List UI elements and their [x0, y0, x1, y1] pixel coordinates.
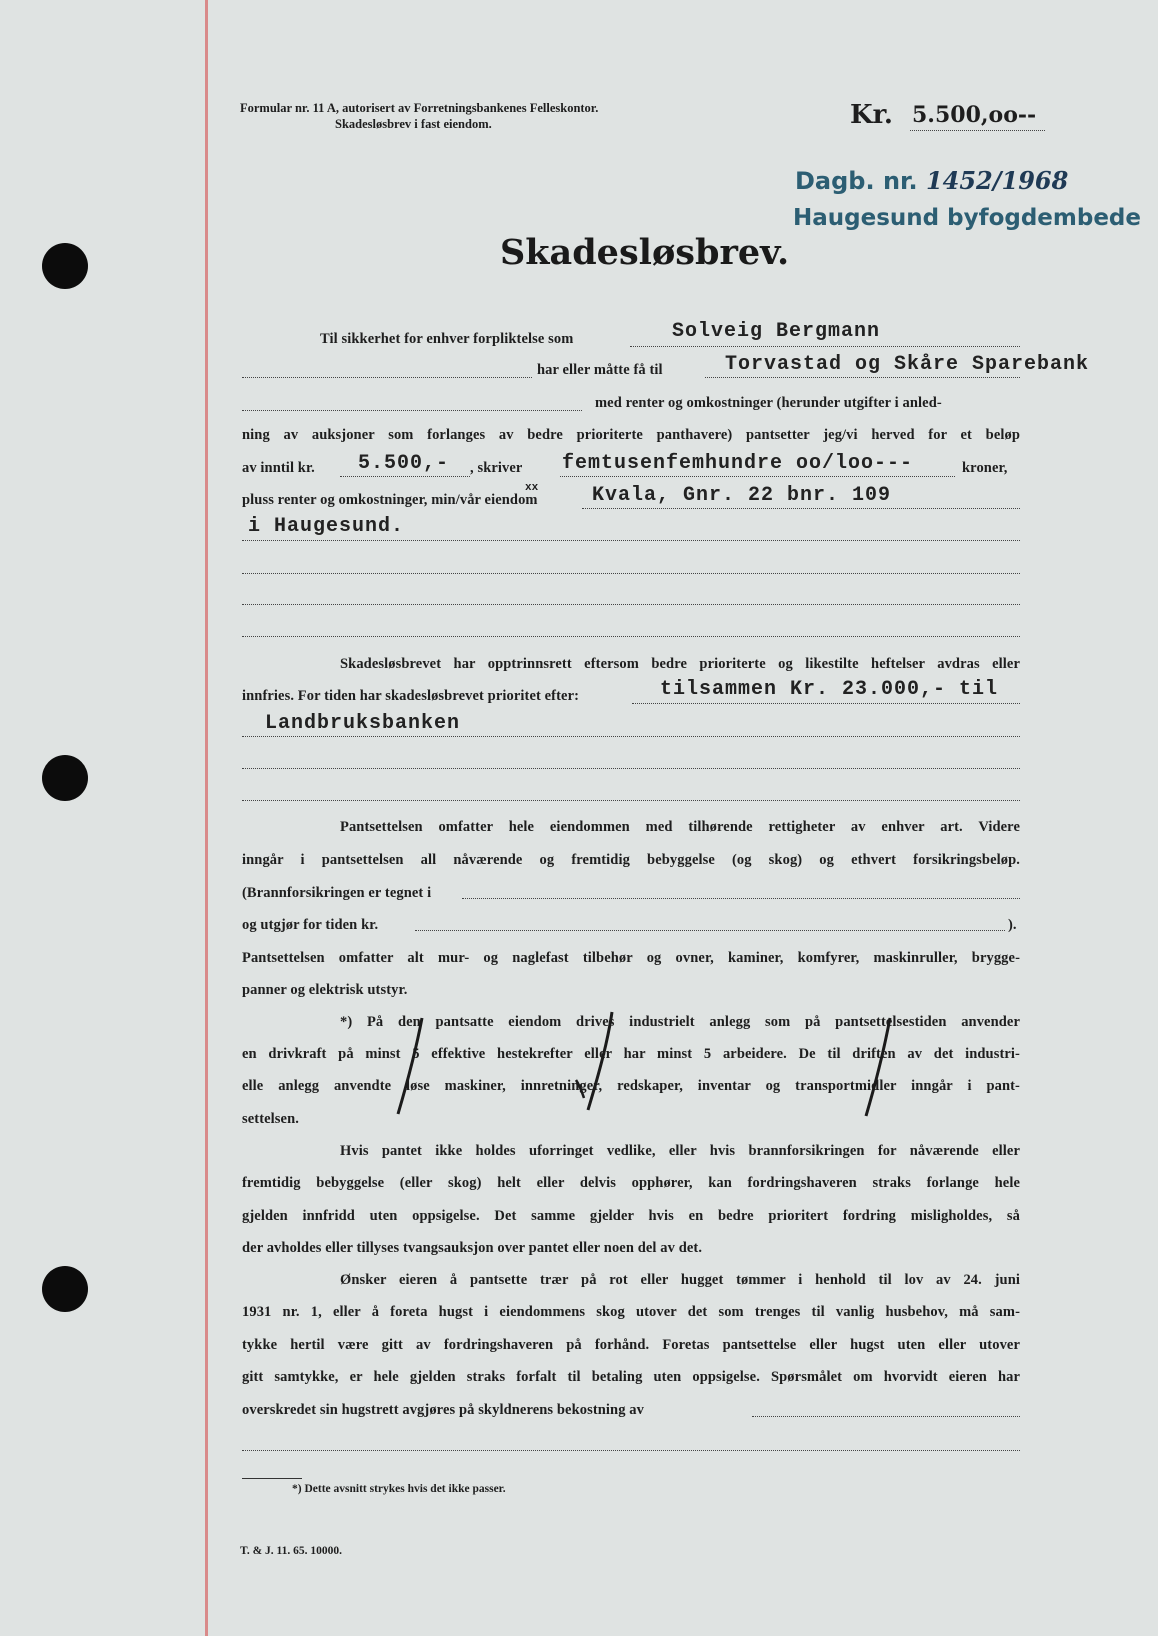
strike-marks — [380, 1010, 940, 1120]
insurance-value-close: ). — [1008, 917, 1017, 933]
priority-label: innfries. For tiden har skadesløsbrevet prioritet efter: — [242, 688, 580, 704]
form-subtitle: Skadesløsbrev i fast eiendom. — [335, 117, 492, 131]
binder-hole-top — [42, 243, 88, 289]
industry-line-2: en drivkraft på minst 5 effektive hestekrefter eller har minst 5 arbeidere. De til driften av det industri- — [242, 1046, 1020, 1062]
property-label: pluss renter og omkostninger, min/vår eiendom — [242, 492, 538, 508]
obligation-label: har eller måtte få til — [537, 362, 663, 378]
binder-hole-middle — [42, 755, 88, 801]
bank-name: Torvastad og Skåre Sparebank — [725, 353, 1090, 376]
property-city: i Haugesund. — [248, 515, 405, 538]
stamp-diary-number — [795, 166, 1068, 195]
footnote: *) Dette avsnitt strykes hvis det ikke passer. — [292, 1483, 506, 1495]
forestry-line-5: overskredet sin hugstrett avgjøres på skyldnerens bekostning av — [242, 1402, 644, 1418]
priority-line-1: Skadesløsbrevet har opptrinnsrett eftersom bedre prioriterte og likestilte heftelser avdras eller — [340, 656, 1020, 672]
default-line-3: gjelden innfridd uten oppsigelse. Det samme gjelder hvis en bedre prioritert fordring misligholdes, så — [242, 1208, 1020, 1224]
priority-holder: Landbruksbanken — [265, 712, 461, 735]
property-name: Kvala, Gnr. 22 bnr. 109 — [592, 484, 892, 507]
intro-label: Til sikkerhet for enhver forpliktelse som — [320, 331, 574, 347]
fixtures-line-2: panner og elektrisk utstyr. — [242, 982, 408, 998]
industry-line-3: elle anlegg anvendte løse maskiner, innretninger, redskaper, inventar og transportmidler inngår i pant- — [242, 1078, 1020, 1094]
insurance-value-label: og utgjør for tiden kr. — [242, 917, 379, 933]
margin-rule — [205, 0, 208, 1636]
stamp-office: Haugesund byfogdembede — [793, 205, 1141, 231]
default-line-1: Hvis pantet ikke holdes uforringet vedlike, eller hvis brannforsikringen for nåværende eller — [340, 1143, 1020, 1159]
currency-label: kroner, — [962, 460, 1008, 476]
form-reference: Formular nr. 11 A, autorisert av Forretningsbankenes Felleskontor. — [240, 101, 599, 115]
scope-line-2: inngår i pantsettelsen all nåværende og fremtidig bebyggelse (og skog) og ethvert forsikringsbeløp. — [242, 852, 1020, 868]
creditor-name: Solveig Bergmann — [672, 320, 881, 343]
forestry-line-3: tykke hertil være gitt av fordringshaveren på forhånd. Foretas pantsettelse eller hugst uten eller utover — [242, 1337, 1020, 1353]
amount-value: 5.500,oo-- — [912, 102, 1037, 128]
forestry-line-1: Ønsker eieren å pantsette trær på rot eller hugget tømmer i henhold til lov av 24. juni — [340, 1272, 1020, 1288]
industry-line-1: *) På den pantsatte eiendom drives industrielt anlegg som på pantsettelsestiden anvender — [340, 1014, 1020, 1030]
default-line-4: der avholdes eller tillyses tvangsauksjon over pantet eller noen del av det. — [242, 1240, 703, 1256]
insurance-label: (Brannforsikringen er tegnet i — [242, 885, 432, 901]
interest-line-2: ning av auksjoner som forlanges av bedre prioriterte panthavere) pantsetter jeg/vi herved for et beløp — [242, 427, 1020, 443]
interest-line-1: med renter og omkostninger (herunder utgifter i anled- — [595, 395, 942, 411]
industry-line-4: settelsen. — [242, 1111, 299, 1127]
amount-figure: 5.500,- — [358, 452, 450, 475]
property-strike: xx — [525, 482, 539, 494]
amount-prefix: av inntil kr. — [242, 460, 315, 476]
document-title: Skadesløsbrev. — [500, 232, 790, 273]
priority-value: tilsammen Kr. 23.000,- til — [660, 678, 999, 701]
stamp-diary-label: Dagb. nr. — [795, 167, 918, 195]
binder-hole-bottom — [42, 1266, 88, 1312]
amount-words: femtusenfemhundre oo/loo--- — [562, 452, 914, 475]
amount-words-label: , skriver — [470, 460, 523, 476]
footnote-rule — [242, 1478, 302, 1479]
forestry-line-2: 1931 nr. 1, eller å foreta hugst i eiendommens skog utover det som trenges til vanlig husbehov, må sam- — [242, 1304, 1020, 1320]
forestry-line-4: gitt samtykke, er hele gjelden straks forfalt til betaling uten oppsigelse. Spørsmålet om hvorvidt eieren har — [242, 1369, 1020, 1385]
scope-line-1: Pantsettelsen omfatter hele eiendommen med tilhørende rettigheter av enhver art. Videre — [340, 819, 1020, 835]
fixtures-line-1: Pantsettelsen omfatter alt mur- og naglefast tilbehør og ovner, kaminer, komfyrer, maskinruller, brygge- — [242, 950, 1020, 966]
default-line-2: fremtidig bebyggelse (eller skog) helt eller delvis opphører, kan fordringshaveren straks forlange hele — [242, 1175, 1020, 1191]
amount-label: Kr. — [850, 100, 893, 130]
stamp-diary-value: 1452/1968 — [925, 166, 1069, 195]
printer-mark: T. & J. 11. 65. 10000. — [240, 1545, 343, 1557]
